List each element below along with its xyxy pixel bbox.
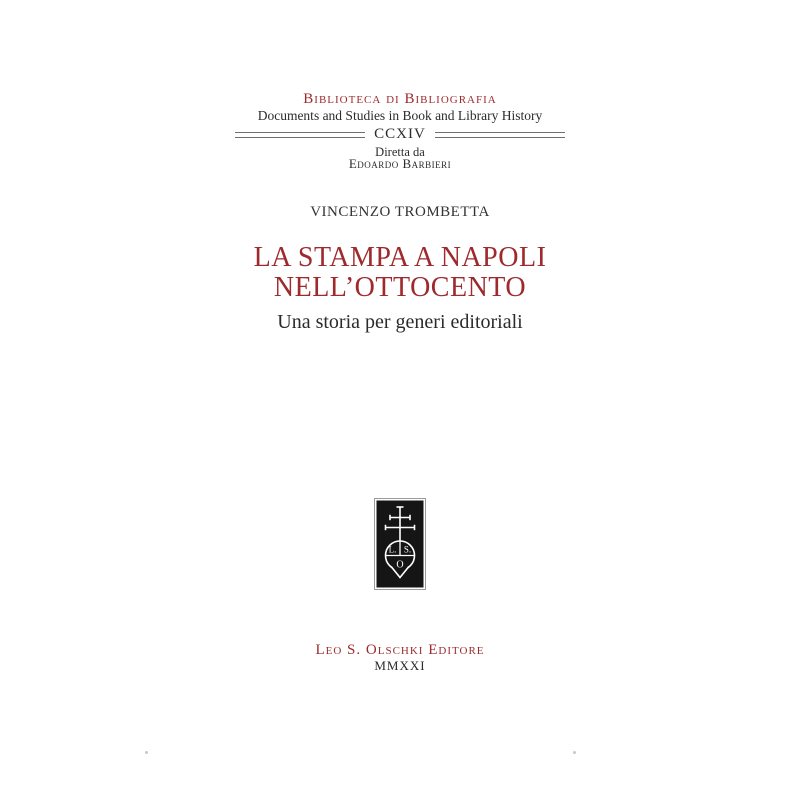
series-volume-number: CCXIV [374,126,426,142]
series-volume-row [0,126,800,143]
book-title [0,243,800,303]
scan-artifact-dot-left [145,751,148,754]
publication-year: MMXXI [374,658,426,673]
publisher-name: Leo S. Olschki Editore [315,642,485,658]
series-director-name: Edoardo Barbieri [348,156,452,171]
logo-monogram-o: O [396,559,404,571]
double-rule-right [435,132,565,138]
double-rule-left [235,132,365,138]
book-title-line2: NELL’OTTOCENTO [273,272,527,303]
author-name: VINCENZO TROMBETTA [310,204,490,220]
publisher-device-logo [374,498,426,590]
logo-monogram-s: S. [403,544,412,555]
book-subtitle: Una storia per generi editoriali [277,311,523,333]
logo-monogram-l: L. [388,544,397,555]
series-subtitle: Documents and Studies in Book and Library History [257,108,543,123]
series-title: Biblioteca di Bibliografia [303,91,497,107]
book-title-line1: LA STAMPA A NAPOLI [253,242,547,273]
scan-artifact-dot-right [573,751,576,754]
directed-by-label: Diretta da [375,145,425,159]
